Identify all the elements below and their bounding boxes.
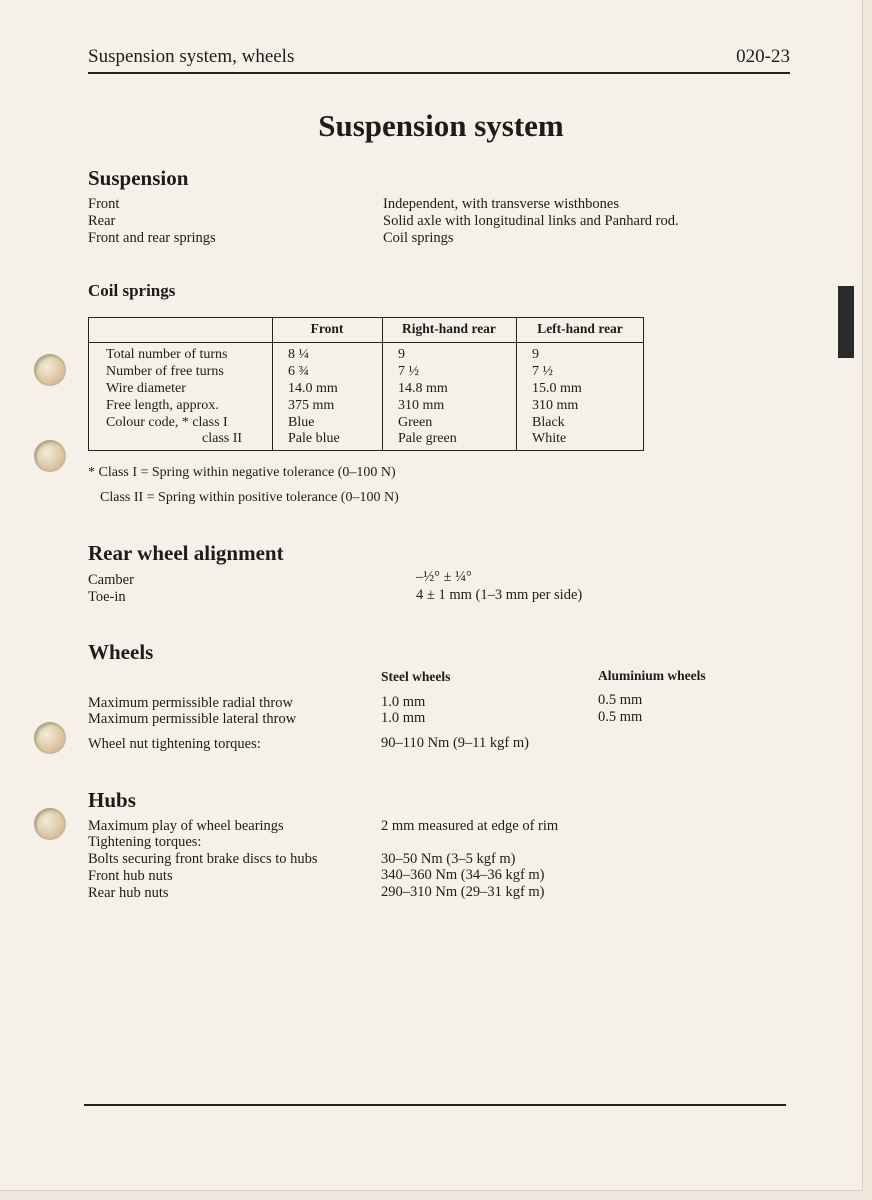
- suspension-value-front: Independent, with transverse wisthbones: [383, 196, 619, 212]
- suspension-heading: Suspension: [88, 166, 189, 190]
- row-label: Colour code, * class I: [106, 415, 228, 430]
- page-number: 020-23: [736, 46, 790, 67]
- hub-value: 30–50 Nm (3–5 kgf m): [381, 851, 516, 867]
- row-label: Wire diameter: [106, 381, 186, 396]
- binder-hole-4: [34, 808, 66, 840]
- hubs-heading: Hubs: [88, 788, 136, 812]
- table-header-rule: [89, 342, 643, 343]
- row-label: class II: [202, 431, 243, 446]
- left-hand-rear-cell: White: [532, 431, 567, 446]
- suspension-value-springs: Coil springs: [383, 230, 454, 246]
- hub-label: Tightening torques:: [88, 834, 202, 850]
- wheel-nut-torque-steel: 90–110 Nm (9–11 kgf m): [381, 735, 529, 751]
- camber-value: –½° ± ¼°: [416, 569, 472, 585]
- hub-value: 2 mm measured at edge of rim: [381, 818, 559, 834]
- class-note-2: Class II = Spring within positive tolerance (0–100 N): [100, 490, 399, 505]
- left-hand-rear-cell: Black: [532, 415, 565, 430]
- toe-in-value: 4 ± 1 mm (1–3 mm per side): [416, 587, 583, 603]
- main-title: Suspension system: [318, 108, 564, 143]
- suspension-label-rear: Rear: [88, 213, 116, 229]
- class-note-1: * Class I = Spring within negative tolerance (0–100 N): [88, 465, 396, 480]
- hub-label: Front hub nuts: [88, 868, 173, 884]
- radial-throw-aluminium: 0.5 mm: [598, 692, 643, 708]
- left-hand-rear-cell: 310 mm: [532, 398, 579, 413]
- row-label: Free length, approx.: [106, 398, 219, 413]
- right-hand-rear-cell: Green: [398, 415, 433, 430]
- wheel-nut-torque-label: Wheel nut tightening torques:: [88, 736, 261, 752]
- section-tab-marker: [838, 286, 854, 358]
- right-hand-rear-cell: 310 mm: [398, 398, 445, 413]
- right-hand-rear-cell: 9: [398, 347, 405, 362]
- hub-label: Maximum play of wheel bearings: [88, 818, 284, 834]
- wheels-heading: Wheels: [88, 640, 154, 664]
- left-hand-rear-cell: 9: [532, 347, 539, 362]
- hub-label: Rear hub nuts: [88, 885, 169, 901]
- table-column-rule: [516, 318, 517, 450]
- front-cell: 375 mm: [288, 398, 335, 413]
- coil-springs-heading: Coil springs: [88, 281, 176, 300]
- front-cell: Blue: [288, 415, 315, 430]
- hub-value: 340–360 Nm (34–36 kgf m): [381, 867, 545, 883]
- table-column-rule: [382, 318, 383, 450]
- binder-hole-3: [34, 722, 66, 754]
- column-header-front: Front: [310, 321, 344, 336]
- binder-hole-1: [34, 354, 66, 386]
- front-cell: 8 ¼: [288, 347, 309, 362]
- column-header-right-hand-rear: Right-hand rear: [402, 321, 496, 336]
- front-cell: 6 ¾: [288, 364, 309, 379]
- right-hand-rear-cell: 14.8 mm: [398, 381, 448, 396]
- hub-value: 290–310 Nm (29–31 kgf m): [381, 884, 545, 900]
- coil-springs-table: [88, 317, 644, 451]
- lateral-throw-label: Maximum permissible lateral throw: [88, 711, 297, 727]
- radial-throw-steel: 1.0 mm: [381, 694, 426, 710]
- hub-label: Bolts securing front brake discs to hubs: [88, 851, 318, 867]
- lateral-throw-aluminium: 0.5 mm: [598, 709, 643, 725]
- left-hand-rear-cell: 7 ½: [532, 364, 553, 379]
- front-cell: 14.0 mm: [288, 381, 338, 396]
- row-label: Number of free turns: [106, 364, 224, 379]
- page-header: [88, 46, 790, 74]
- right-hand-rear-cell: Pale green: [398, 431, 457, 446]
- left-hand-rear-cell: 15.0 mm: [532, 381, 582, 396]
- rear-wheel-alignment-heading: Rear wheel alignment: [88, 541, 284, 565]
- header-title: Suspension system, wheels: [88, 46, 295, 67]
- bottom-rule: [84, 1104, 786, 1106]
- camber-label: Camber: [88, 572, 134, 588]
- radial-throw-label: Maximum permissible radial throw: [88, 695, 293, 711]
- suspension-value-rear: Solid axle with longitudinal links and Panhard rod.: [383, 213, 679, 229]
- front-cell: Pale blue: [288, 431, 340, 446]
- lateral-throw-steel: 1.0 mm: [381, 710, 426, 726]
- aluminium-wheels-header: Aluminium wheels: [598, 668, 706, 683]
- table-column-rule: [272, 318, 273, 450]
- right-hand-rear-cell: 7 ½: [398, 364, 419, 379]
- binder-hole-2: [34, 440, 66, 472]
- suspension-label-front: Front: [88, 196, 120, 212]
- column-header-left-hand-rear: Left-hand rear: [537, 321, 623, 336]
- toe-in-label: Toe-in: [88, 589, 126, 605]
- suspension-label-springs: Front and rear springs: [88, 230, 216, 246]
- row-label: Total number of turns: [106, 347, 228, 362]
- steel-wheels-header: Steel wheels: [381, 669, 451, 684]
